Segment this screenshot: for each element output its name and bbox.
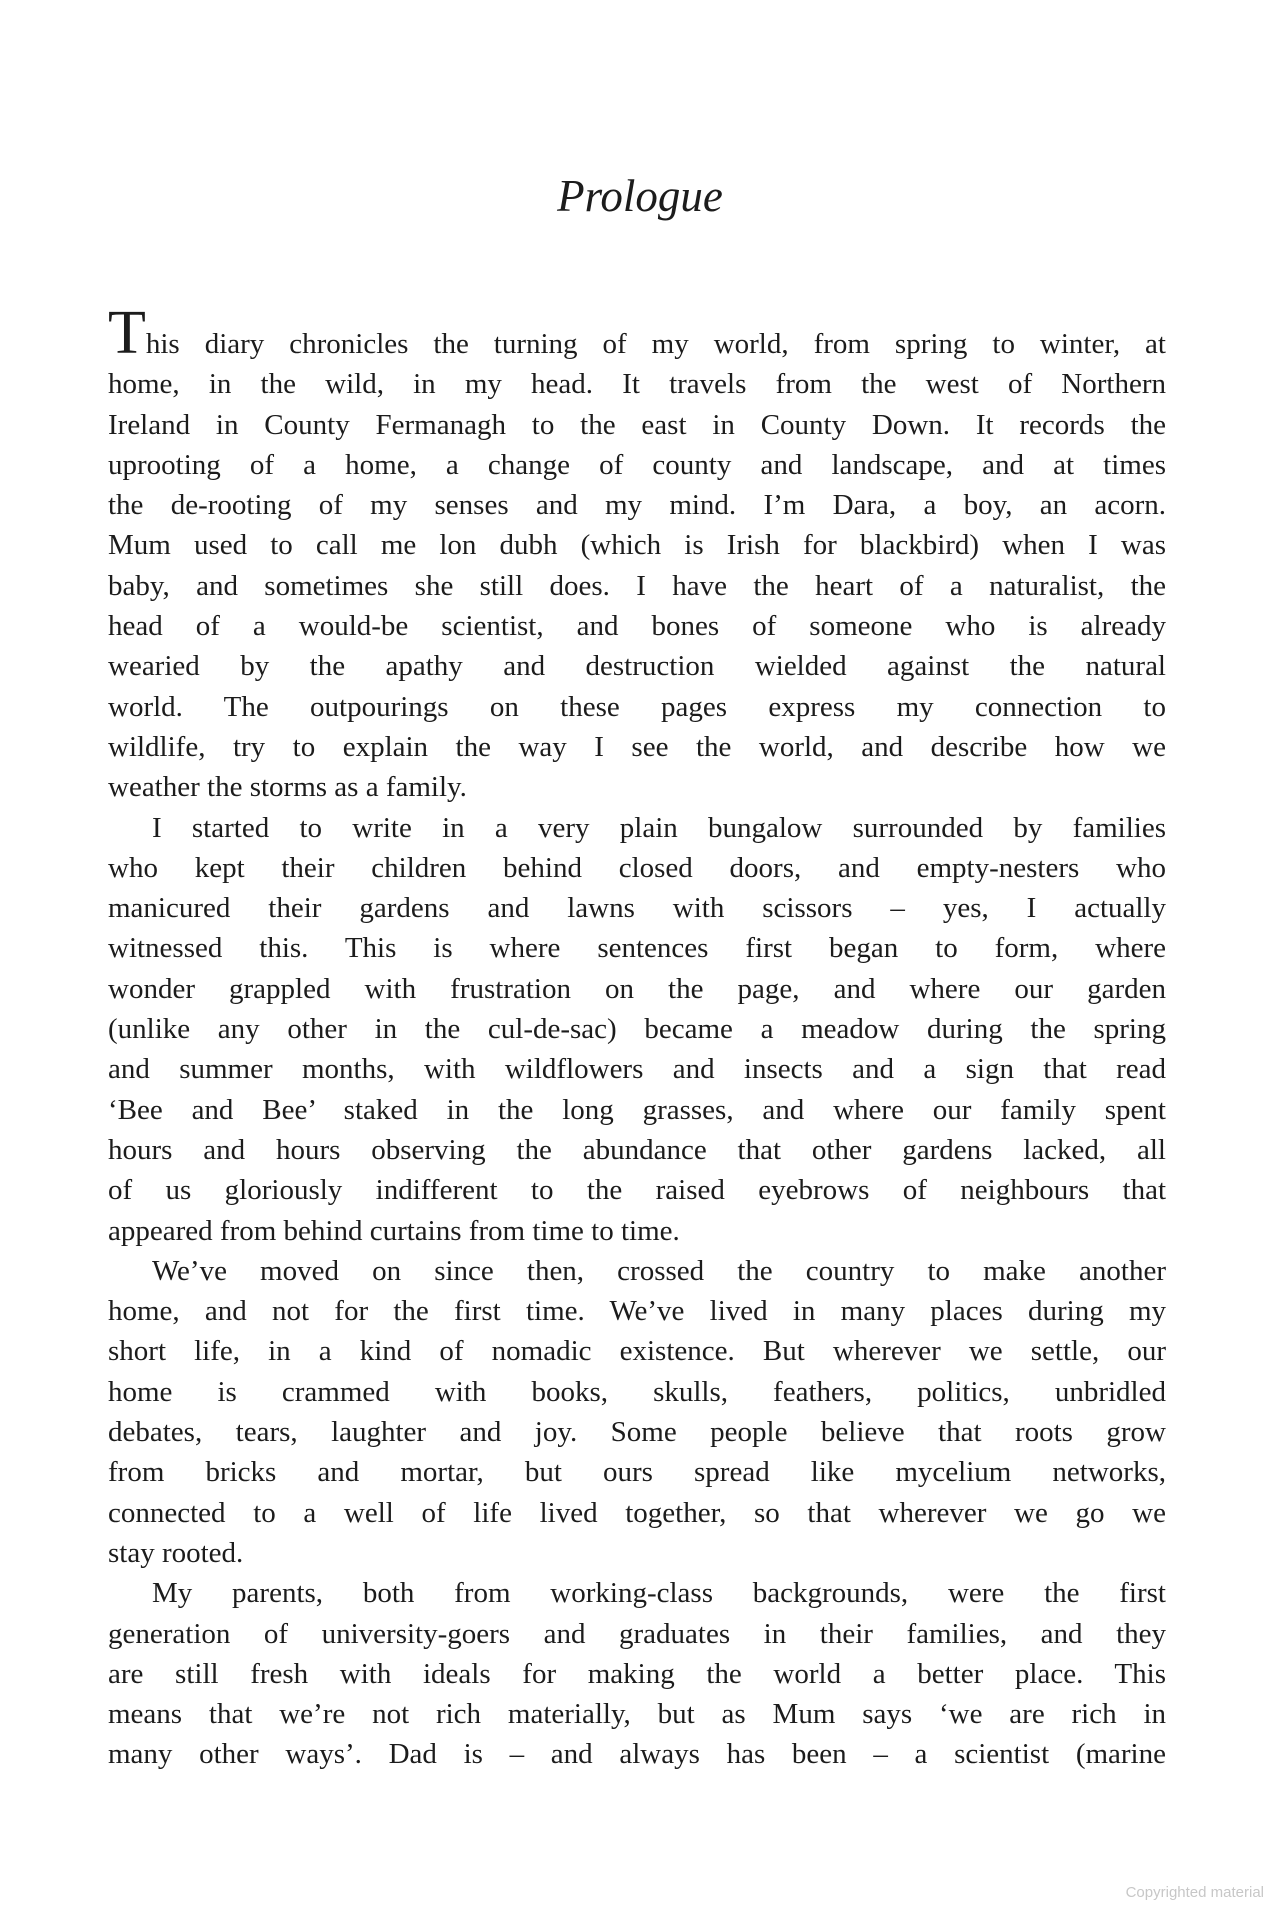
body-line: home, in the wild, in my head. It travels from the west of Northern bbox=[108, 368, 1166, 401]
body-line: home is crammed with books, skulls, feathers, politics, unbridled bbox=[108, 1375, 1166, 1408]
body-line: many other ways’. Dad is – and always has been – a scientist (marine bbox=[108, 1738, 1166, 1771]
paragraph bbox=[108, 1573, 1166, 1774]
body-line: weather the storms as a family. bbox=[108, 771, 467, 804]
body-line: are still fresh with ideals for making the world a better place. This bbox=[108, 1657, 1166, 1690]
body-line: the de-rooting of my senses and my mind. I’m Dara, a boy, an acorn. bbox=[108, 489, 1166, 522]
body-line: world. The outpourings on these pages express my connection to bbox=[108, 690, 1166, 723]
chapter-title: Prologue bbox=[557, 171, 723, 221]
paragraph bbox=[108, 299, 1166, 808]
body-line: connected to a well of life lived together, so that wherever we go we bbox=[108, 1496, 1166, 1529]
body-text bbox=[108, 299, 1166, 1775]
paragraph bbox=[108, 1251, 1166, 1573]
drop-cap: T bbox=[108, 299, 146, 367]
body-line: short life, in a kind of nomadic existence. But wherever we settle, our bbox=[108, 1335, 1166, 1368]
body-line: uprooting of a home, a change of county and landscape, and at times bbox=[108, 448, 1166, 481]
body-line: stay rooted. bbox=[108, 1536, 244, 1569]
body-line: and summer months, with wildflowers and insects and a sign that read bbox=[108, 1053, 1166, 1086]
body-line: We’ve moved on since then, crossed the country to make another bbox=[152, 1254, 1166, 1287]
copyright-watermark: Copyrighted material bbox=[1125, 1884, 1264, 1901]
body-line: wildlife, try to explain the way I see the world, and describe how we bbox=[108, 730, 1166, 763]
body-line: manicured their gardens and lawns with scissors – yes, I actually bbox=[108, 892, 1166, 925]
body-line: I started to write in a very plain bungalow surrounded by families bbox=[152, 811, 1166, 844]
body-line: head of a would-be scientist, and bones of someone who is already bbox=[108, 610, 1166, 643]
body-line: hours and hours observing the abundance that other gardens lacked, all bbox=[108, 1133, 1166, 1166]
body-line: appeared from behind curtains from time to time. bbox=[108, 1214, 680, 1247]
body-line: of us gloriously indifferent to the raised eyebrows of neighbours that bbox=[108, 1174, 1166, 1207]
body-line: means that we’re not rich materially, but as Mum says ‘we are rich in bbox=[108, 1698, 1166, 1731]
body-line: (unlike any other in the cul-de-sac) became a meadow during the spring bbox=[108, 1013, 1166, 1046]
body-line: wearied by the apathy and destruction wielded against the natural bbox=[108, 650, 1166, 683]
body-line: generation of university-goers and graduates in their families, and they bbox=[108, 1617, 1166, 1650]
body-line: Ireland in County Fermanagh to the east in County Down. It records the bbox=[108, 408, 1166, 441]
body-line: from bricks and mortar, but ours spread like mycelium networks, bbox=[108, 1456, 1166, 1489]
body-line: who kept their children behind closed doors, and empty-nesters who bbox=[108, 851, 1166, 884]
body-line: debates, tears, laughter and joy. Some people believe that roots grow bbox=[108, 1416, 1166, 1449]
body-line: home, and not for the first time. We’ve lived in many places during my bbox=[108, 1295, 1166, 1328]
body-line: My parents, both from working-class backgrounds, were the first bbox=[152, 1577, 1166, 1610]
body-line: baby, and sometimes she still does. I have the heart of a naturalist, the bbox=[108, 569, 1166, 602]
body-line: ‘Bee and Bee’ staked in the long grasses, and where our family spent bbox=[108, 1093, 1166, 1126]
body-line: Mum used to call me lon dubh (which is Irish for blackbird) when I was bbox=[108, 529, 1166, 562]
body-line: witnessed this. This is where sentences first began to form, where bbox=[108, 932, 1166, 965]
body-line: wonder grappled with frustration on the page, and where our garden bbox=[108, 972, 1166, 1005]
paragraph bbox=[108, 808, 1166, 1251]
body-line: This diary chronicles the turning of my world, from spring to winter, at bbox=[108, 299, 1166, 367]
